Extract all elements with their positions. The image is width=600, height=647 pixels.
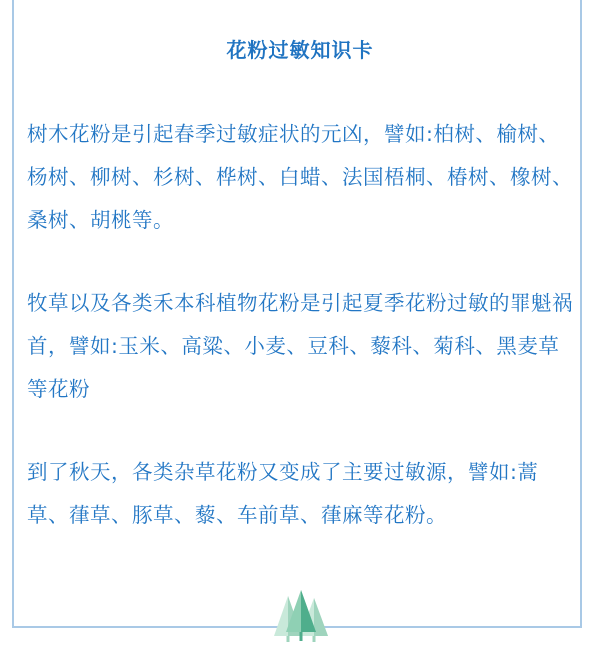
tree-icon	[266, 588, 336, 643]
paragraph-summer-grasses: 牧草以及各类禾本科植物花粉是引起夏季花粉过敏的罪魁祸首，譬如:玉米、高粱、小麦、豆科、藜科、菊科、黑麦草等花粉	[27, 291, 573, 401]
paragraph-autumn-weeds: 到了秋天，各类杂草花粉又变成了主要过敏源，譬如:蒿草、葎草、豚草、藜、车前草、葎麻等花粉。	[27, 460, 539, 527]
card-title: 花粉过敏知识卡	[226, 38, 374, 62]
paragraph-spring-trees: 树木花粉是引起春季过敏症状的元凶，譬如:柏树、榆树、杨树、柳树、杉树、桦树、白蜡、法国梧桐、椿树、橡树、桑树、胡桃等。	[27, 122, 573, 232]
